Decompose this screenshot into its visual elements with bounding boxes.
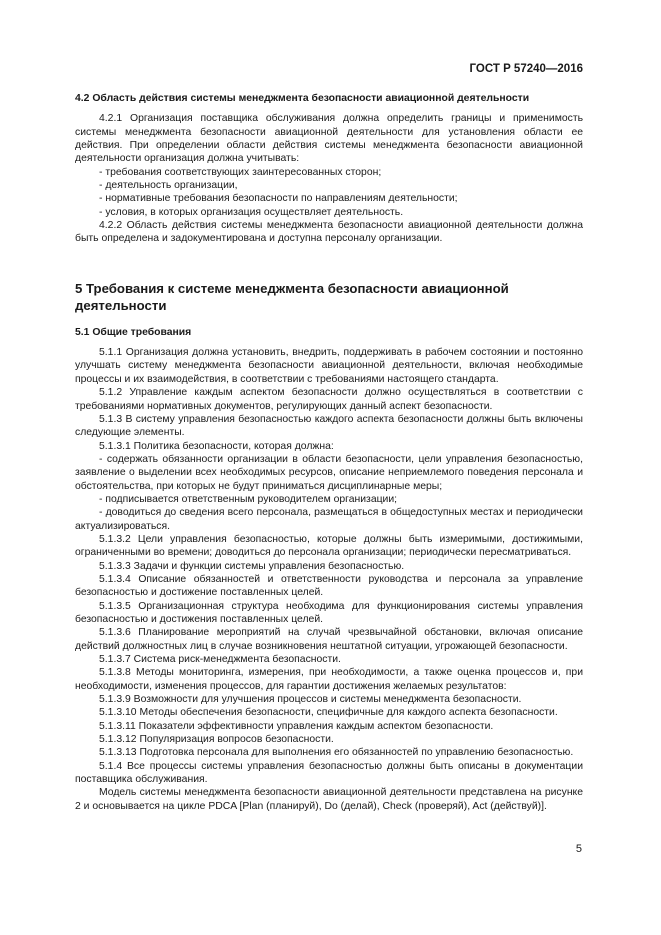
list-item: - требования соответствующих заинтересованных сторон;: [99, 166, 382, 178]
paragraph: 5.1.3.6 Планирование мероприятий на случай чрезвычайной обстановки, включая описание действий должностных лиц в случае возникновения нештатной ситуации, угрожающей безопасности.: [75, 627, 583, 652]
paragraph: 5.1.4 Все процессы системы управления безопасностью должны быть описаны в документации поставщика обслуживания.: [75, 760, 583, 786]
paragraph: - содержать обязанности организации в области безопасности, цели управления безопасностью, заявление о выделении всех необходимых ресурсов, описание неприемлемого поведения персонала и обстоятельства, при которых не будут приниматься дисциплинарные меры;: [75, 453, 583, 492]
paragraph: 5.1.3.4 Описание обязанностей и ответственности руководства и персонала за управление безопасностью и достижение поставленных целей.: [75, 573, 583, 599]
page-content: [75, 92, 583, 813]
paragraph: 5.1.3.11 Показатели эффективности управления каждым аспектом безопасности.: [99, 720, 494, 732]
page-number: 5: [575, 843, 582, 855]
section-5-1-title: 5.1 Общие требования: [75, 326, 192, 338]
section-5-title: 5 Требования к системе менеджмента безопасности авиационной деятельности: [75, 280, 509, 313]
paragraph: 5.1.3.10 Методы обеспечения безопасности, специфичные для каждого аспекта безопасности.: [99, 707, 558, 719]
document-header-code: ГОСТ Р 57240—2016: [469, 63, 583, 75]
paragraph: - подписывается ответственным руководителем организации;: [99, 493, 398, 505]
paragraph: 5.1.3 В систему управления безопасностью каждого аспекта безопасности должны быть включены следующие элементы.: [75, 413, 583, 439]
paragraph: 5.1.3.7 Система риск-менеджмента безопасности.: [99, 654, 341, 666]
paragraph-4-2-2: 4.2.2 Область действия системы менеджмента безопасности авиационной деятельности должна быть определена и задокументирована и доступна персоналу организации.: [75, 220, 583, 245]
section-5-1-body: [75, 346, 583, 813]
paragraph: 5.1.3.13 Подготовка персонала для выполнения его обязанностей по управлению безопасностью.: [99, 747, 574, 759]
paragraph: 5.1.3.5 Организационная структура необходима для функционирования системы управления безопасностью и достижения поставленных целей.: [75, 600, 583, 625]
list-item: - нормативные требования безопасности по направлениям деятельности;: [99, 193, 458, 205]
paragraph: 5.1.3.9 Возможности для улучшения процессов и системы менеджмента безопасности.: [99, 694, 522, 706]
paragraph: 5.1.1 Организация должна установить, внедрить, поддерживать в рабочем состоянии и постоянно улучшать систему менеджмента безопасности авиационной деятельности, включая необходимые процессы и их взаимодействия, в соответствии с требованиями настоящего стандарта.: [75, 347, 583, 385]
list-item: - деятельность организации,: [99, 180, 238, 192]
paragraph: - доводиться до сведения всего персонала, размещаться в общедоступных местах и периодически актуализироваться.: [75, 507, 583, 532]
paragraph: 5.1.3.1 Политика безопасности, которая должна:: [99, 440, 334, 452]
paragraph: 5.1.3.3 Задачи и функции системы управления безопасностью.: [99, 560, 405, 572]
section-4-2-title: 4.2 Область действия системы менеджмента безопасности авиационной деятельности: [75, 93, 530, 104]
paragraph: 5.1.3.8 Методы мониторинга, измерения, при необходимости, а также оценка процессов и, при необходимости, изменения процессов, для гарантии достижения желаемых результатов:: [75, 667, 583, 692]
paragraph: 5.1.3.2 Цели управления безопасностью, которые должны быть измеримыми, достижимыми, ограниченными во времени; доводиться до персонала организации; периодически пересматриваться.: [75, 533, 583, 559]
list-item: - условия, в которых организация осуществляет деятельность.: [99, 206, 404, 218]
paragraph: Модель системы менеджмента безопасности авиационной деятельности представлена на рисунке 2 и основывается на цикле PDCA [Plan (планируй), Do (делай), Check (проверяй), Act (действуй)].: [75, 787, 583, 812]
paragraph-4-2-1: 4.2.1 Организация поставщика обслуживания должна определить границы и применимость системы менеджмента безопасности авиационной деятельности для установления области ее действия. При определении области действия системы менеджмента безопасности авиационной деятельности организация должна учитывать:: [75, 113, 583, 165]
paragraph: 5.1.2 Управление каждым аспектом безопасности должно осуществляться в соответствии с требованиями нормативных документов, регулирующих данный аспект безопасности.: [75, 387, 583, 412]
paragraph: 5.1.3.12 Популяризация вопросов безопасности.: [99, 734, 334, 746]
